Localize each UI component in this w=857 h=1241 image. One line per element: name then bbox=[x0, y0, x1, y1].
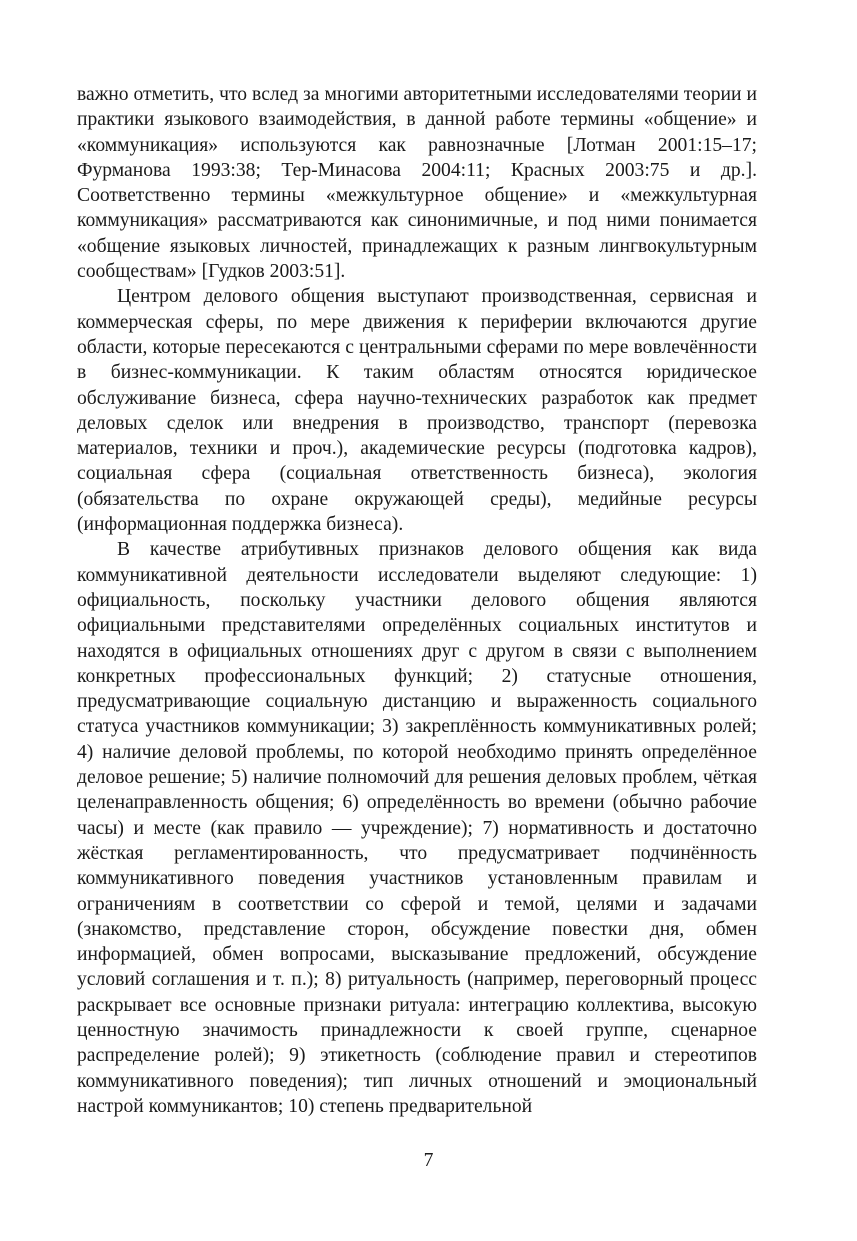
page-body bbox=[77, 82, 757, 1119]
paragraph-continuation: важно отметить, что вслед за многими авторитетными исследователями теории и практики языкового взаимодействия, в данной работе термины «общение» и «коммуникация» используются как равнозначные [Лотман 2001:15–17; Фурманова 1993:38; Тер-Минасова 2004:11; Красных 2003:75 и др.]. Соответственно термины «межкультурное общение» и «межкультурная коммуникация» рассматриваются как синонимичные, и под ними понимается «общение языковых личностей, принадлежащих к разным лингвокультурным сообществам» [Гудков 2003:51]. bbox=[77, 84, 757, 283]
paragraph-business-communication-center: Центром делового общения выступают производственная, сервисная и коммерческая сферы, по мере движения к периферии включаются другие области, которые пересекаются с центральными сферами по мере вовлечённости в бизнес-коммуникации. К таким областям относятся юридическое обслуживание бизнеса, сфера научно-технических разработок как предмет деловых сделок или внедрения в производство, транспорт (перевозка материалов, техники и проч.), академические ресурсы (подготовка кадров), социальная сфера (социальная ответственность бизнеса), экология (обязательства по охране окружающей среды), медийные ресурсы (информационная поддержка бизнеса). bbox=[77, 286, 757, 536]
paragraph-attributive-features: В качестве атрибутивных признаков делового общения как вида коммуникативной деятельности исследователи выделяют следующие: 1) официальность, поскольку участники делового общения являются официальными представителями определённых социальных институтов и находятся в официальных отношениях друг с другом в связи с выполнением конкретных профессиональных функций; 2) статусные отношения, предусматривающие социальную дистанцию и выраженность социального статуса участников коммуникации; 3) закреплённость коммуникативных ролей; 4) наличие деловой проблемы, по которой необходимо принять определённое деловое решение; 5) наличие полномочий для решения деловых проблем, чёткая целенаправленность общения; 6) определённость во времени (обычно рабочие часы) и месте (как правило — учреждение); 7) нормативность и достаточно жёсткая регламентированность, что предусматривает подчинённость коммуникативного поведения участников установленным правилам и ограничениям в соответствии со сферой и темой, целями и задачами (знакомство, представление сторон, обсуждение повестки дня, обмен информацией, обмен вопросами, высказывание предложений, обсуждение условий соглашения и т. п.); 8) ритуальность (например, переговорный процесс раскрывает все основные признаки ритуала: интеграцию коллектива, высокую ценностную значимость принадлежности к своей группе, сценарное распределение ролей); 9) этикетность (соблюдение правил и стереотипов коммуникативного поведения); тип личных отношений и эмоциональный настрой коммуникантов; 10) степень предварительной bbox=[77, 539, 757, 1117]
page-number: 7 bbox=[423, 1150, 434, 1171]
